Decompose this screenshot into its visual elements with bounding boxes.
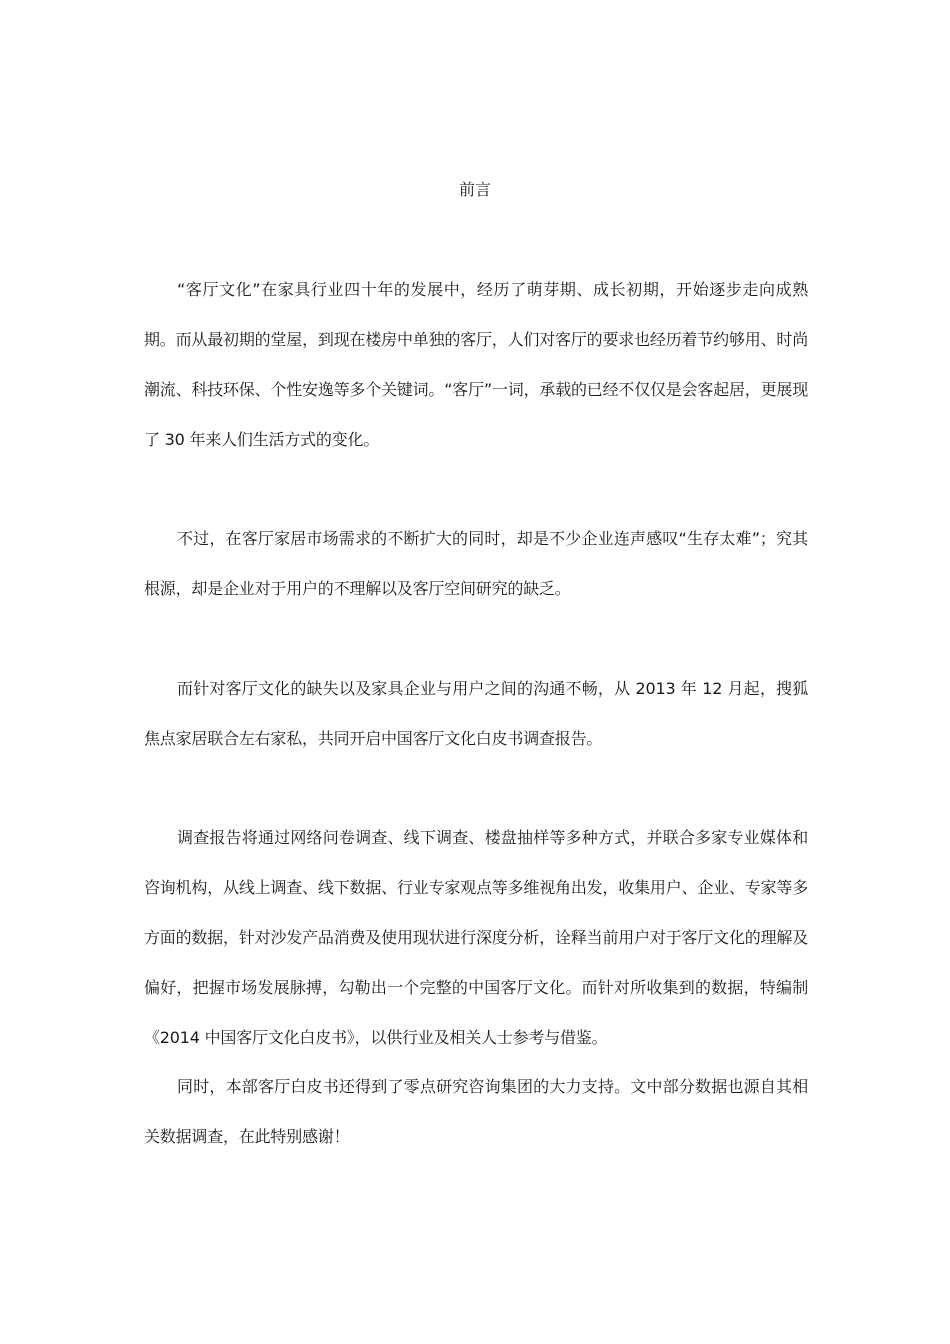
paragraph-initiative: 而针对客厅文化的缺失以及家具企业与用户之间的沟通不畅，从 2013 年 12 月起，搜狐焦点家居联合左右家私，共同开启中国客厅文化白皮书调查报告。 — [144, 679, 808, 748]
paragraph-intro: “客厅文化”在家具行业四十年的发展中，经历了萌芽期、成长初期，开始逐步走向成熟期。而从最初期的堂屋，到现在楼房中单独的客厅，人们对客厅的要求也经历着节约够用、时尚潮流、科技环保、个性安逸等多个关键词。“客厅”一词，承载的已经不仅仅是会客起居，更展现了 30 年来人们生活方式的变化。 — [144, 280, 808, 449]
paragraph-methodology: 调查报告将通过网络问卷调查、线下调查、楼盘抽样等多种方式，并联合多家专业媒体和咨询机构，从线上调查、线下数据、行业专家观点等多维视角出发，收集用户、企业、专家等多方面的数据，针对沙发产品消费及使用现状进行深度分析，诠释当前用户对于客厅文化的理解及偏好，把握市场发展脉搏，勾勒出一个完整的中国客厅文化。而针对所收集到的数据，特编制《2014 中国客厅文化白皮书》，以供行业及相关人士参考与借鉴。 — [144, 828, 808, 1047]
paragraph-challenge: 不过，在客厅家居市场需求的不断扩大的同时，却是不少企业连声感叹“生存太难”；究其根源，却是企业对于用户的不理解以及客厅空间研究的缺乏。 — [144, 529, 808, 598]
paragraph-acknowledgement: 同时，本部客厅白皮书还得到了零点研究咨询集团的大力支持。文中部分数据也源自其相关数据调查，在此特别感谢！ — [144, 1077, 808, 1146]
page-title: 前言 — [458, 180, 491, 199]
